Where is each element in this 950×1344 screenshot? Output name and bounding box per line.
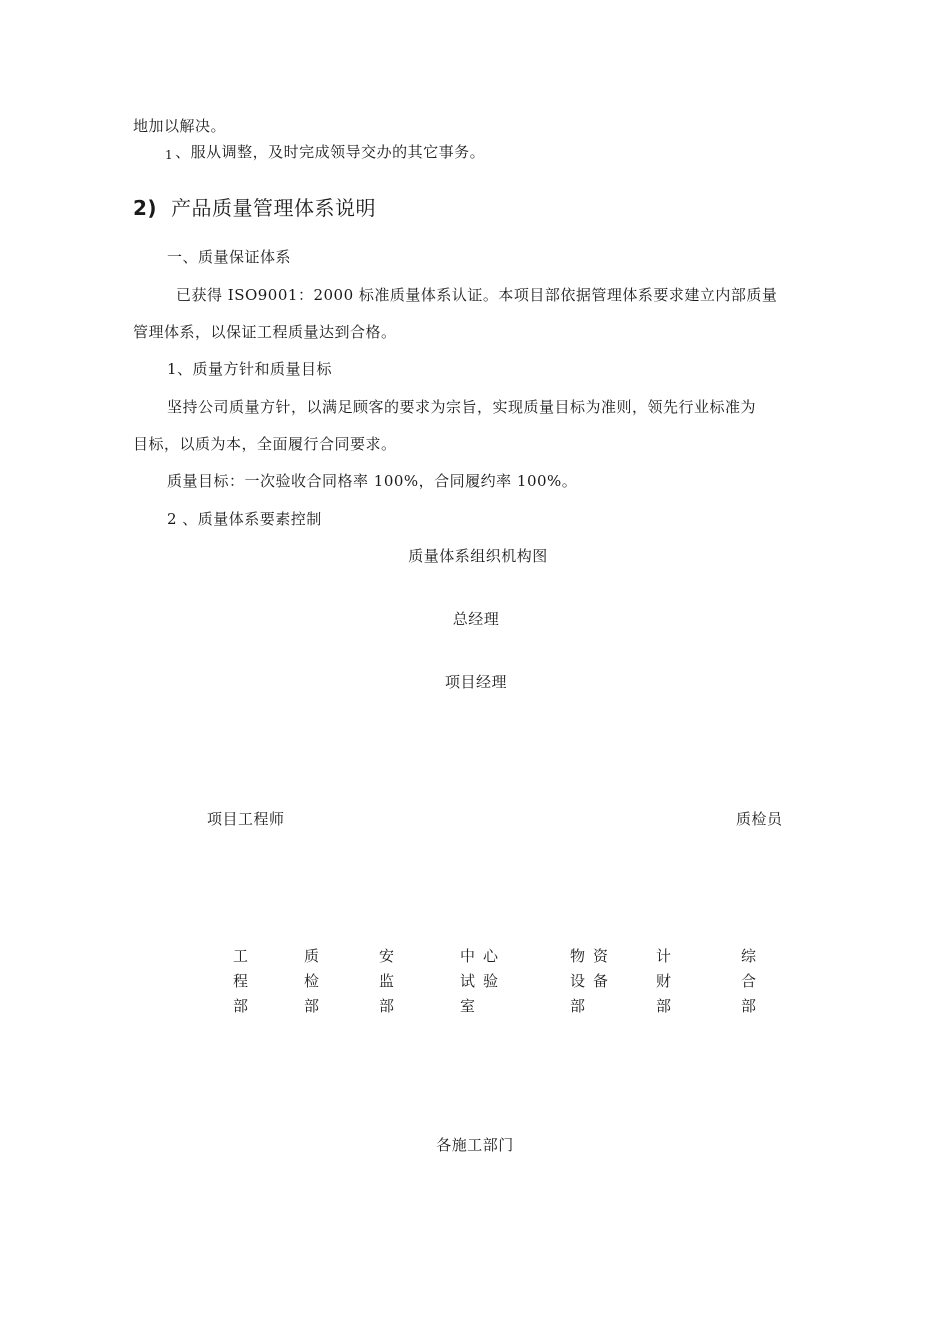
org-dept-char: 物资 xyxy=(570,947,617,965)
org-chart-title: 质量体系组织机构图 xyxy=(408,547,548,565)
org-dept-char: 工 xyxy=(233,947,263,965)
org-dept-char: 部 xyxy=(379,997,409,1015)
paragraph-iso-line1: 已获得 ISO9001：2000 标准质量体系认证。本项目部依据管理体系要求建立内部质量 xyxy=(176,286,778,304)
paragraph-quality-target: 质量目标：一次验收合同格率 100%，合同履约率 100%。 xyxy=(167,472,578,490)
org-dept-central-lab xyxy=(460,944,506,1019)
org-dept-char: 财 xyxy=(656,972,686,990)
section-title: 产品质量管理体系说明 xyxy=(171,196,377,220)
org-node-construction-depts: 各施工部门 xyxy=(436,1136,514,1154)
item-text: 、服从调整，及时完成领导交办的其它事务。 xyxy=(175,143,486,161)
paragraph-policy-line2: 目标，以质为本，全面履行合同要求。 xyxy=(133,435,397,453)
org-dept-char: 部 xyxy=(741,997,771,1015)
org-dept-finance xyxy=(656,944,685,1019)
section-heading xyxy=(133,195,376,221)
org-dept-char: 中心 xyxy=(460,947,507,965)
org-dept-char: 部 xyxy=(233,997,263,1015)
item-number: 1 xyxy=(165,148,174,162)
org-dept-char: 部 xyxy=(570,997,594,1015)
org-dept-char: 检 xyxy=(304,972,334,990)
subsection-title-elements: 2 、质量体系要素控制 xyxy=(167,510,322,528)
subsection-title-policy: 1、质量方针和质量目标 xyxy=(167,360,333,378)
org-dept-char: 质 xyxy=(304,947,334,965)
org-dept-general-affairs xyxy=(741,944,770,1019)
org-dept-char: 设备 xyxy=(570,972,617,990)
org-dept-char: 监 xyxy=(379,972,409,990)
org-node-project-engineer: 项目工程师 xyxy=(207,810,285,828)
section-number: 2) xyxy=(133,196,158,220)
org-dept-char: 部 xyxy=(304,997,334,1015)
org-dept-char: 室 xyxy=(460,997,484,1015)
paragraph-iso-line2: 管理体系，以保证工程质量达到合格。 xyxy=(133,323,397,341)
org-dept-char: 部 xyxy=(656,997,686,1015)
org-dept-materials-equipment xyxy=(570,944,616,1019)
org-dept-char: 试验 xyxy=(460,972,507,990)
org-dept-engineering xyxy=(233,944,262,1019)
org-dept-char: 综 xyxy=(741,947,771,965)
org-dept-char: 合 xyxy=(741,972,771,990)
org-dept-char: 程 xyxy=(233,972,263,990)
org-dept-safety xyxy=(379,944,408,1019)
org-dept-char: 计 xyxy=(656,947,686,965)
text-line-obey xyxy=(165,142,485,165)
subsection-title-qa-system: 一、质量保证体系 xyxy=(167,248,292,266)
text-line-solve: 地加以解决。 xyxy=(133,117,227,135)
org-dept-char: 安 xyxy=(379,947,409,965)
org-node-quality-inspector: 质检员 xyxy=(736,810,783,828)
org-node-project-manager: 项目经理 xyxy=(444,673,508,691)
org-dept-quality-inspection xyxy=(304,944,333,1019)
org-node-general-manager: 总经理 xyxy=(452,610,500,628)
paragraph-policy-line1: 坚持公司质量方针，以满足顾客的要求为宗旨，实现质量目标为准则，领先行业标准为 xyxy=(167,398,757,416)
